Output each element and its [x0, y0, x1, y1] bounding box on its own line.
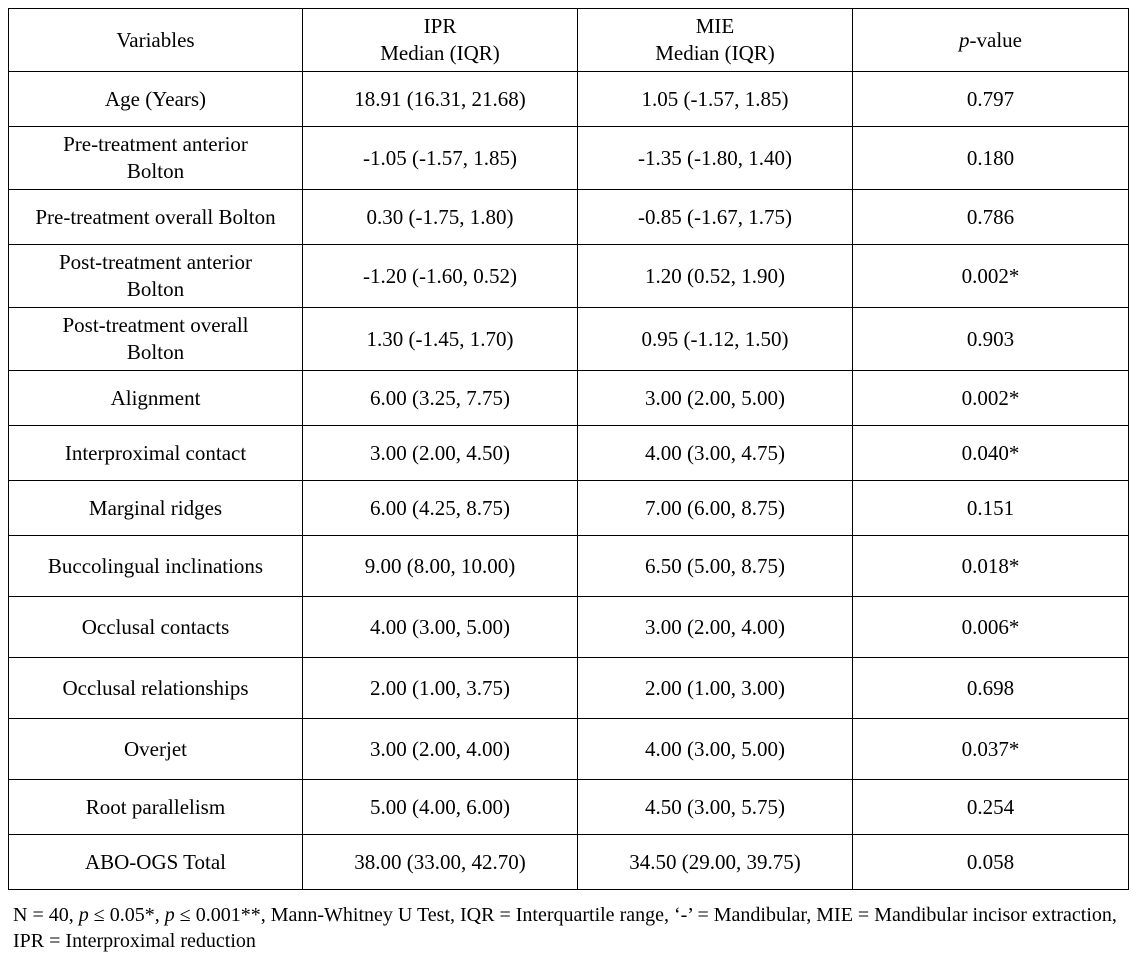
- cell-p-value: 0.018*: [853, 536, 1129, 597]
- cell-p-value: 0.254: [853, 780, 1129, 835]
- table-row: [9, 658, 1129, 719]
- cell-ipr: 3.00 (2.00, 4.00): [303, 719, 578, 780]
- cell-mie: 6.50 (5.00, 8.75): [578, 536, 853, 597]
- cell-mie: 4.50 (3.00, 5.75): [578, 780, 853, 835]
- header-mie: [578, 9, 853, 72]
- table-row: [9, 245, 1129, 308]
- cell-variable: [9, 308, 303, 371]
- cell-mie: 3.00 (2.00, 4.00): [578, 597, 853, 658]
- cell-mie: 1.05 (-1.57, 1.85): [578, 72, 853, 127]
- cell-variable: Overjet: [9, 719, 303, 780]
- cell-mie: 2.00 (1.00, 3.00): [578, 658, 853, 719]
- cell-mie: 1.20 (0.52, 1.90): [578, 245, 853, 308]
- cell-ipr: -1.20 (-1.60, 0.52): [303, 245, 578, 308]
- cell-variable-line: Bolton: [126, 159, 185, 183]
- table-row: [9, 72, 1129, 127]
- cell-variable-line: Post-treatment anterior: [58, 250, 253, 274]
- cell-variable: Age (Years): [9, 72, 303, 127]
- cell-ipr: 6.00 (3.25, 7.75): [303, 371, 578, 426]
- cell-ipr: 5.00 (4.00, 6.00): [303, 780, 578, 835]
- cell-variable: [9, 127, 303, 190]
- footnote-text: N = 40,: [13, 904, 79, 926]
- table-row: [9, 127, 1129, 190]
- cell-mie: -0.85 (-1.67, 1.75): [578, 190, 853, 245]
- cell-ipr: 0.30 (-1.75, 1.80): [303, 190, 578, 245]
- cell-ipr: 38.00 (33.00, 42.70): [303, 835, 578, 890]
- cell-variable: Occlusal relationships: [9, 658, 303, 719]
- cell-p-value: 0.797: [853, 72, 1129, 127]
- header-mie-name: MIE: [695, 14, 735, 38]
- table-row: [9, 597, 1129, 658]
- footnote-p-symbol: p: [164, 904, 175, 926]
- table-row: [9, 780, 1129, 835]
- cell-mie: 7.00 (6.00, 8.75): [578, 481, 853, 536]
- cell-ipr: 9.00 (8.00, 10.00): [303, 536, 578, 597]
- cell-variable: ABO-OGS Total: [9, 835, 303, 890]
- cell-p-value: 0.040*: [853, 426, 1129, 481]
- header-ipr: [303, 9, 578, 72]
- cell-mie: 0.95 (-1.12, 1.50): [578, 308, 853, 371]
- cell-ipr: 18.91 (16.31, 21.68): [303, 72, 578, 127]
- table-row: [9, 835, 1129, 890]
- cell-mie: 4.00 (3.00, 5.00): [578, 719, 853, 780]
- cell-p-value: 0.786: [853, 190, 1129, 245]
- cell-variable-line: Bolton: [126, 340, 185, 364]
- table-row: [9, 481, 1129, 536]
- header-ipr-stat: Median (IQR): [380, 41, 500, 65]
- cell-mie: 3.00 (2.00, 5.00): [578, 371, 853, 426]
- results-table: [8, 8, 1129, 890]
- header-row: [9, 9, 1129, 72]
- footnote-p-symbol: p: [78, 904, 89, 926]
- cell-variable-line: Pre-treatment anterior: [63, 132, 248, 156]
- cell-ipr: 4.00 (3.00, 5.00): [303, 597, 578, 658]
- cell-mie: -1.35 (-1.80, 1.40): [578, 127, 853, 190]
- cell-ipr: 2.00 (1.00, 3.75): [303, 658, 578, 719]
- cell-variable: Buccolingual inclinations: [9, 536, 303, 597]
- cell-ipr: 6.00 (4.25, 8.75): [303, 481, 578, 536]
- cell-ipr: -1.05 (-1.57, 1.85): [303, 127, 578, 190]
- header-p-rest: -value: [969, 27, 1022, 52]
- cell-variable: Alignment: [9, 371, 303, 426]
- cell-variable: Root parallelism: [9, 780, 303, 835]
- cell-p-value: 0.037*: [853, 719, 1129, 780]
- table-row: [9, 190, 1129, 245]
- table-row: [9, 536, 1129, 597]
- cell-variable: Interproximal contact: [9, 426, 303, 481]
- cell-p-value: 0.903: [853, 308, 1129, 371]
- footnote-text: ≤ 0.05*,: [88, 904, 165, 926]
- header-p-italic: p: [959, 27, 970, 52]
- cell-p-value: 0.058: [853, 835, 1129, 890]
- header-p-value: [853, 9, 1129, 72]
- table-row: [9, 426, 1129, 481]
- cell-p-value: 0.698: [853, 658, 1129, 719]
- cell-p-value: 0.180: [853, 127, 1129, 190]
- table-row: [9, 719, 1129, 780]
- footnote-text: ≤ 0.001**, Mann-Whitney U Test, IQR = Interquartile range, ‘-’ = Mandibular, MIE = Mandibular incisor extraction, IPR = Interproximal reduction: [13, 904, 1117, 952]
- cell-p-value: 0.006*: [853, 597, 1129, 658]
- header-variables: Variables: [9, 9, 303, 72]
- cell-variable: Occlusal contacts: [9, 597, 303, 658]
- header-ipr-name: IPR: [423, 14, 457, 38]
- header-mie-stat: Median (IQR): [655, 41, 775, 65]
- cell-mie: 34.50 (29.00, 39.75): [578, 835, 853, 890]
- cell-p-value: 0.002*: [853, 371, 1129, 426]
- table-row: [9, 371, 1129, 426]
- table-row: [9, 308, 1129, 371]
- cell-variable-line: Post-treatment overall: [62, 313, 249, 337]
- cell-ipr: 1.30 (-1.45, 1.70): [303, 308, 578, 371]
- cell-variable: [9, 245, 303, 308]
- cell-p-value: 0.151: [853, 481, 1129, 536]
- cell-ipr: 3.00 (2.00, 4.50): [303, 426, 578, 481]
- cell-p-value: 0.002*: [853, 245, 1129, 308]
- cell-variable: Pre-treatment overall Bolton: [9, 190, 303, 245]
- cell-variable: Marginal ridges: [9, 481, 303, 536]
- cell-mie: 4.00 (3.00, 4.75): [578, 426, 853, 481]
- cell-variable-line: Bolton: [126, 277, 185, 301]
- table-footnote: [13, 902, 1123, 954]
